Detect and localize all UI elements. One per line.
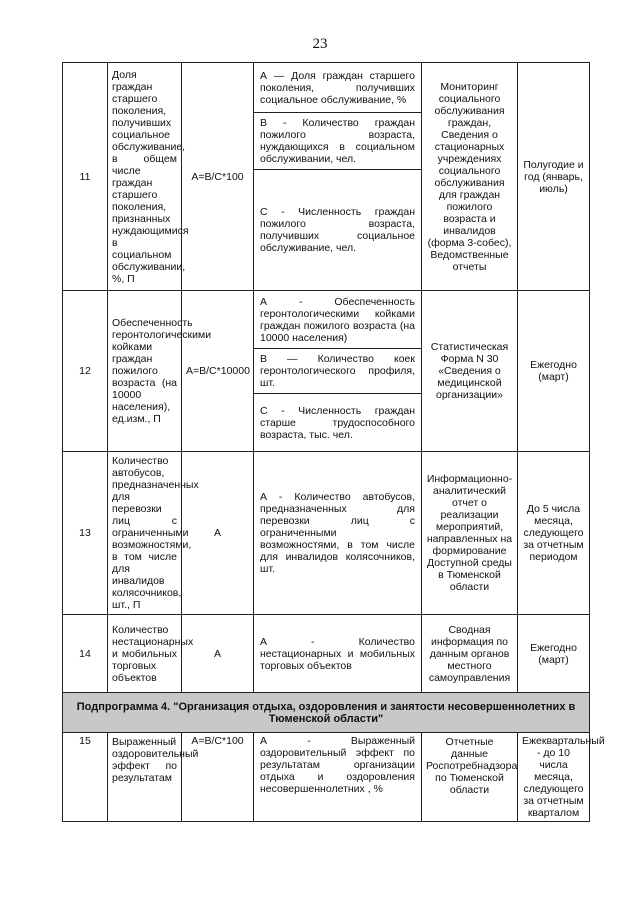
row-number: 15 bbox=[63, 733, 108, 822]
formula: А bbox=[182, 452, 254, 615]
indicator-name: Выраженный оздоровительный эффект по результатам bbox=[108, 733, 182, 822]
indicator-name: Количество нестационарных и мобильных торговых объектов bbox=[108, 615, 182, 693]
component: С - Численность граждан старше трудоспособного возраста, тыс. чел. bbox=[254, 394, 422, 452]
period: Полугодие и год (январь, июль) bbox=[518, 63, 590, 291]
component: В — Количество коек геронтологического профиля, шт. bbox=[254, 349, 422, 394]
period: Ежегодно (март) bbox=[518, 291, 590, 452]
page-number: 23 bbox=[312, 36, 328, 52]
data-source: Информационно-аналитический отчет о реализации мероприятий, направленных на формирование Доступной среды в Тюменской области bbox=[422, 452, 518, 615]
formula: A=B/C*10000 bbox=[182, 291, 254, 452]
data-source: Мониторинг социального обслуживания граждан, Сведения о стационарных учреждениях социального обслуживания для граждан пожилого возраста и инвалидов (форма 3-собес), Ведомственные отчеты bbox=[422, 63, 518, 291]
component: С - Численность граждан пожилого возраста, получивших социальное обслуживание, чел. bbox=[254, 170, 422, 291]
period: До 5 числа месяца, следующего за отчетным периодом bbox=[518, 452, 590, 615]
data-source: Статистическая Форма N 30 «Сведения о медицинской организации» bbox=[422, 291, 518, 452]
indicator-name: Количество автобусов, предназначенных для перевозки лиц с ограниченными возможностями, в том числе для инвалидов колясочников, шт., П bbox=[108, 452, 182, 615]
indicator-name: Обеспеченность геронтологическими койками граждан пожилого возраста (на 10000 населения), ед.изм., П bbox=[108, 291, 182, 452]
table-row bbox=[63, 291, 590, 349]
formula: А bbox=[182, 615, 254, 693]
indicators-table bbox=[62, 62, 605, 822]
subprogram-header-row bbox=[63, 693, 590, 733]
data-source: Сводная информация по данным органов местного самоуправления bbox=[422, 615, 518, 693]
formula: A=B/C*100 bbox=[182, 63, 254, 291]
row-number: 13 bbox=[63, 452, 108, 615]
table-row bbox=[63, 733, 590, 822]
component: А - Количество автобусов, предназначенных для перевозки лиц с ограниченными возможностями, в том числе для инвалидов колясочников, шт. bbox=[254, 452, 422, 615]
component: А — Доля граждан старшего поколения, получивших социальное обслуживание, % bbox=[254, 63, 422, 113]
table-row bbox=[63, 452, 590, 615]
row-number: 12 bbox=[63, 291, 108, 452]
component: А - Обеспеченность геронтологическими койками граждан пожилого возраста (на 10000 населения) bbox=[254, 291, 422, 349]
row-number: 14 bbox=[63, 615, 108, 693]
period: Ежеквартальный - до 10 числа месяца, следующего за отчетным кварталом bbox=[518, 733, 590, 822]
component: В - Количество граждан пожилого возраста, нуждающихся в социальном обслуживании, чел. bbox=[254, 113, 422, 170]
subprogram-title: Подпрограмма 4. "Организация отдыха, оздоровления и занятости несовершеннолетних в Тюменской области" bbox=[63, 693, 590, 733]
row-number: 11 bbox=[63, 63, 108, 291]
data-source: Отчетные данные Роспотребнадзора по Тюменской области bbox=[422, 733, 518, 822]
component: А - Выраженный оздоровительный эффект по результатам организации отдыха и оздоровления несовершеннолетних , % bbox=[254, 733, 422, 822]
component: А - Количество нестационарных и мобильных торговых объектов bbox=[254, 615, 422, 693]
table-row bbox=[63, 615, 590, 693]
period: Ежегодно (март) bbox=[518, 615, 590, 693]
table-row bbox=[63, 63, 590, 113]
indicator-name: Доля граждан старшего поколения, получивших социальное обслуживание, в общем числе граждан старшего поколения, признанных нуждающимися в социальном обслуживании, %, П bbox=[108, 63, 182, 291]
formula: A=B/C*100 bbox=[182, 733, 254, 822]
